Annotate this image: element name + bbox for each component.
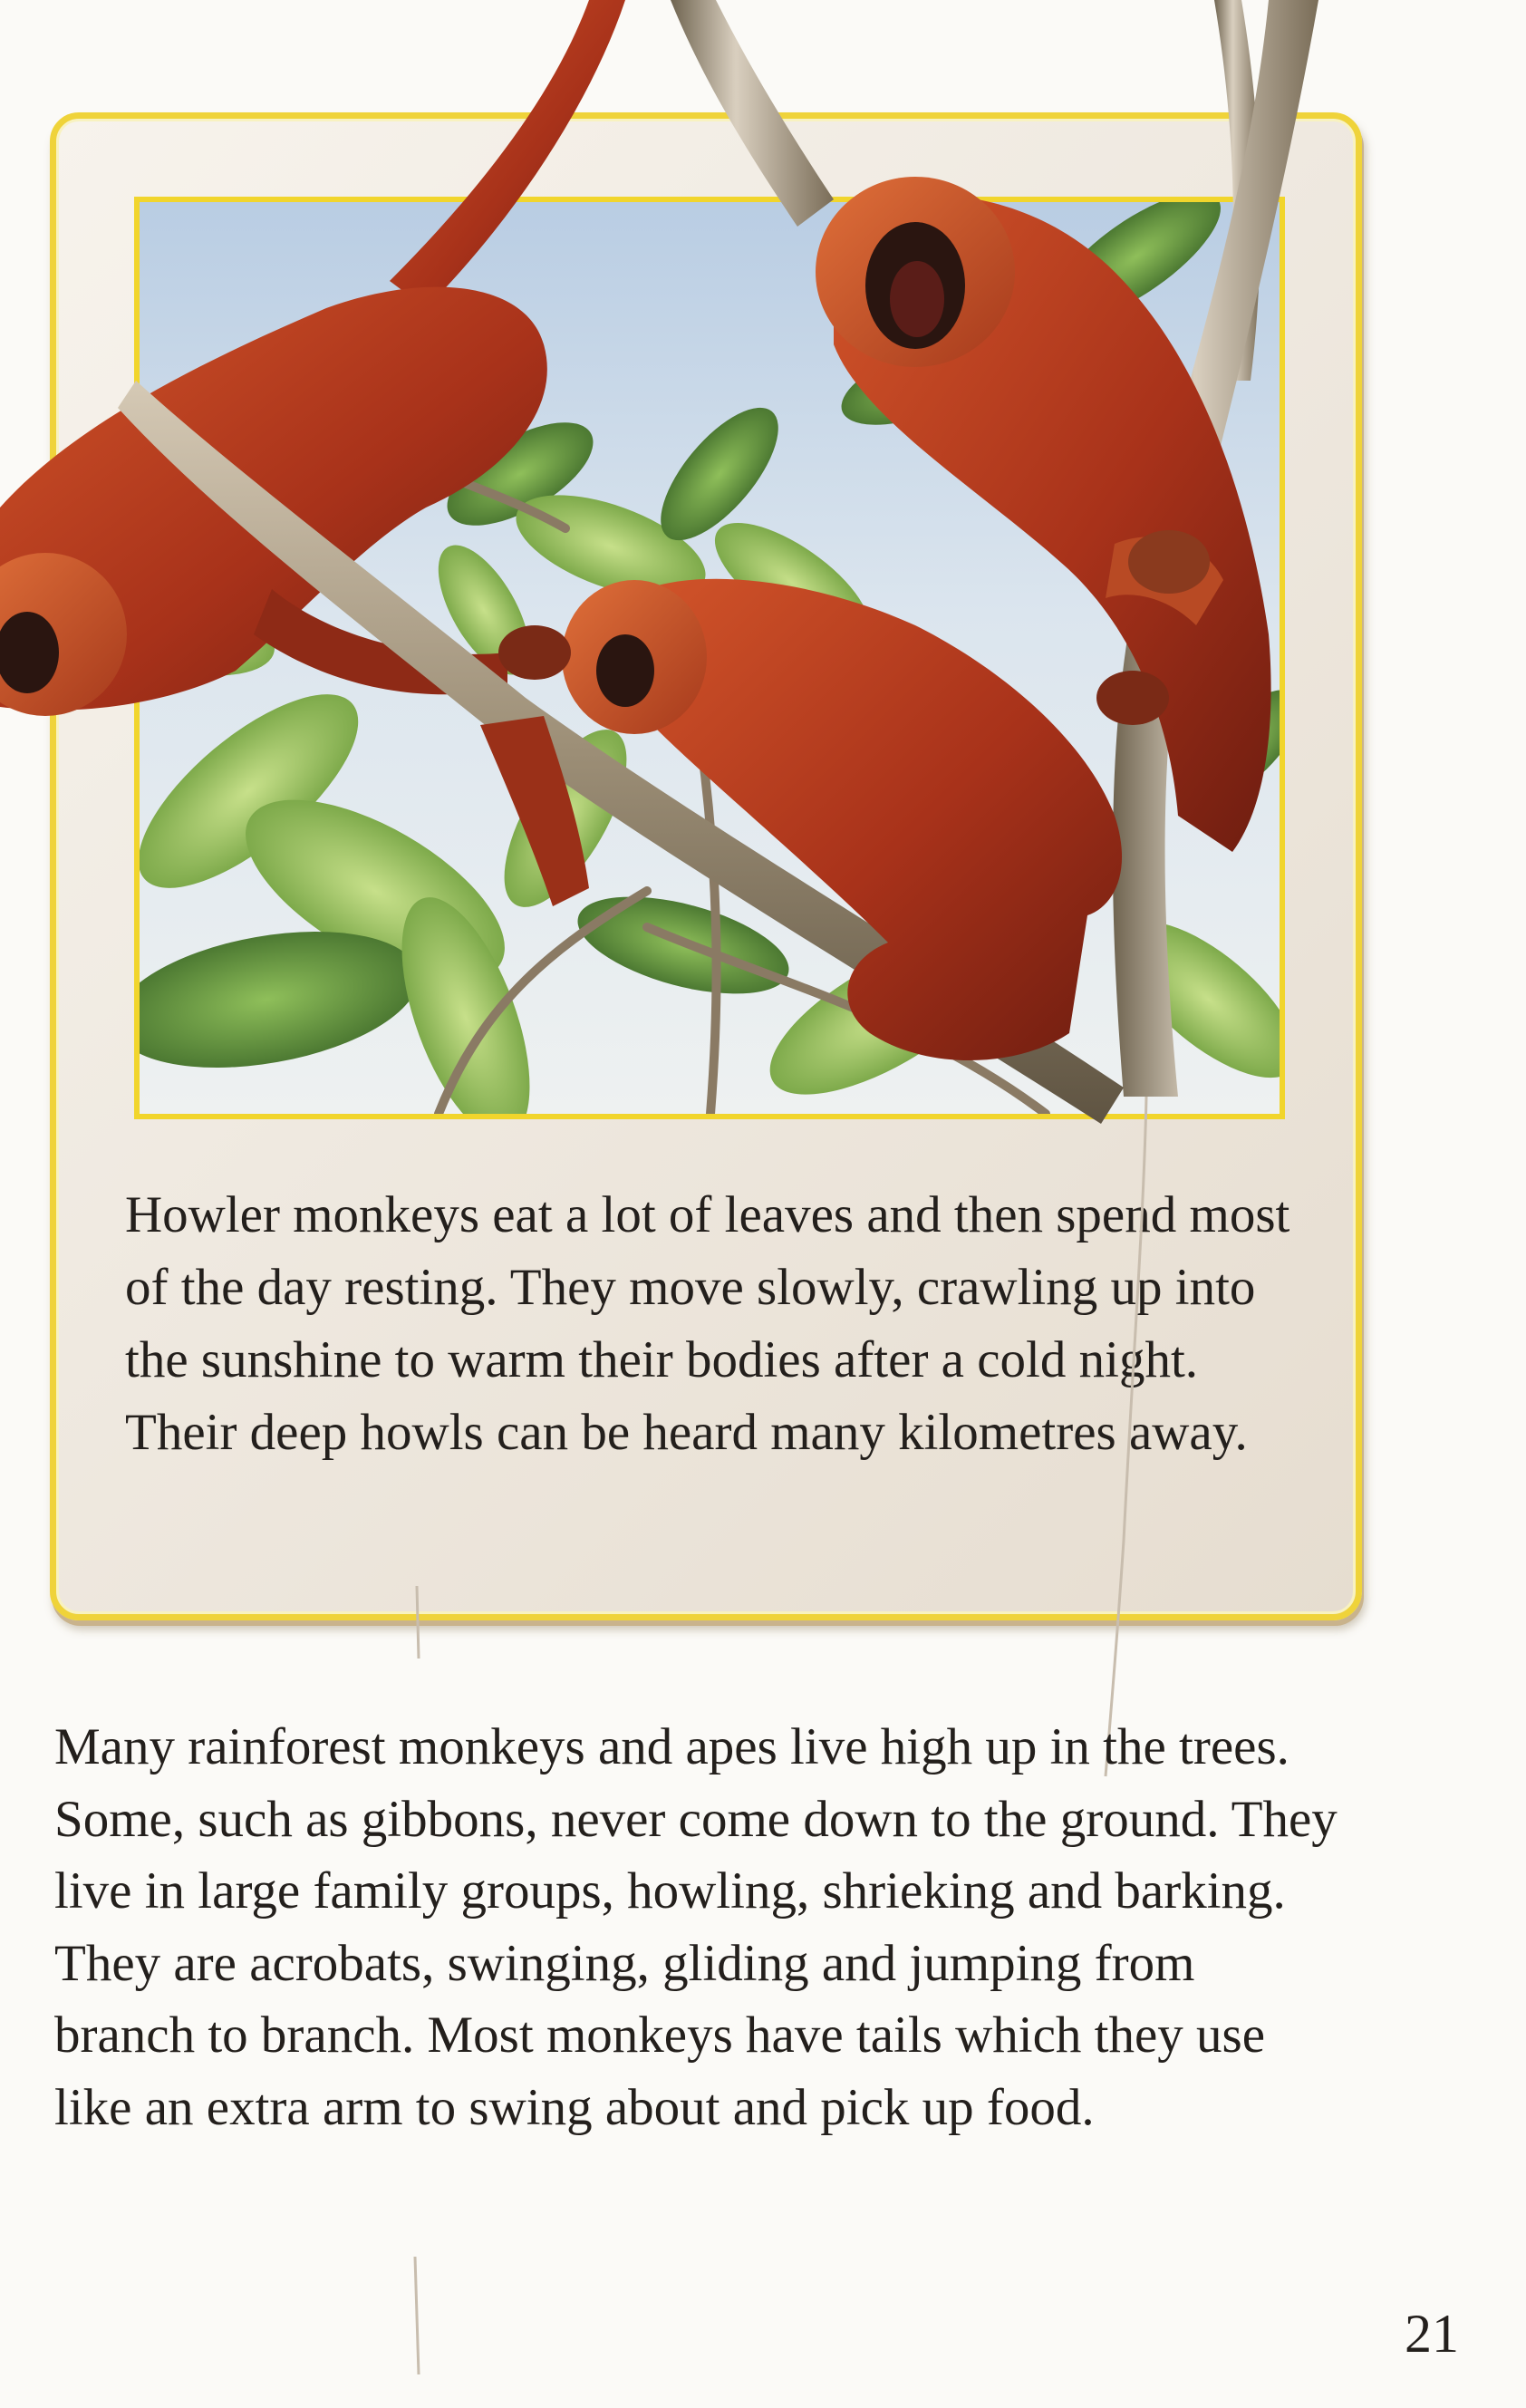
caption-card xyxy=(50,112,1362,1620)
foliage xyxy=(140,202,1280,1114)
howler-monkeys-photo xyxy=(134,197,1285,1119)
photo-background xyxy=(140,202,1280,1114)
caption-text: Howler monkeys eat a lot of leaves and then spend most of the day resting. They move slowly, crawling up into the sunshine to warm their bodies after a cold night. Their deep howls can be heard many kilometres away. xyxy=(125,1186,1290,1461)
body-paragraph: Many rainforest monkeys and apes live high up in the trees. Some, such as gibbons, never come down to the ground. They live in large family groups, howling, shrieking and barking. They are acrobats, swinging, gliding and jumping from branch to branch. Most monkeys have tails which they use like an extra arm to swing about and pick up food. xyxy=(54,1718,1338,2136)
vine-shadow-bottom xyxy=(415,2257,419,2374)
page-number: 21 xyxy=(1405,2304,1459,2364)
